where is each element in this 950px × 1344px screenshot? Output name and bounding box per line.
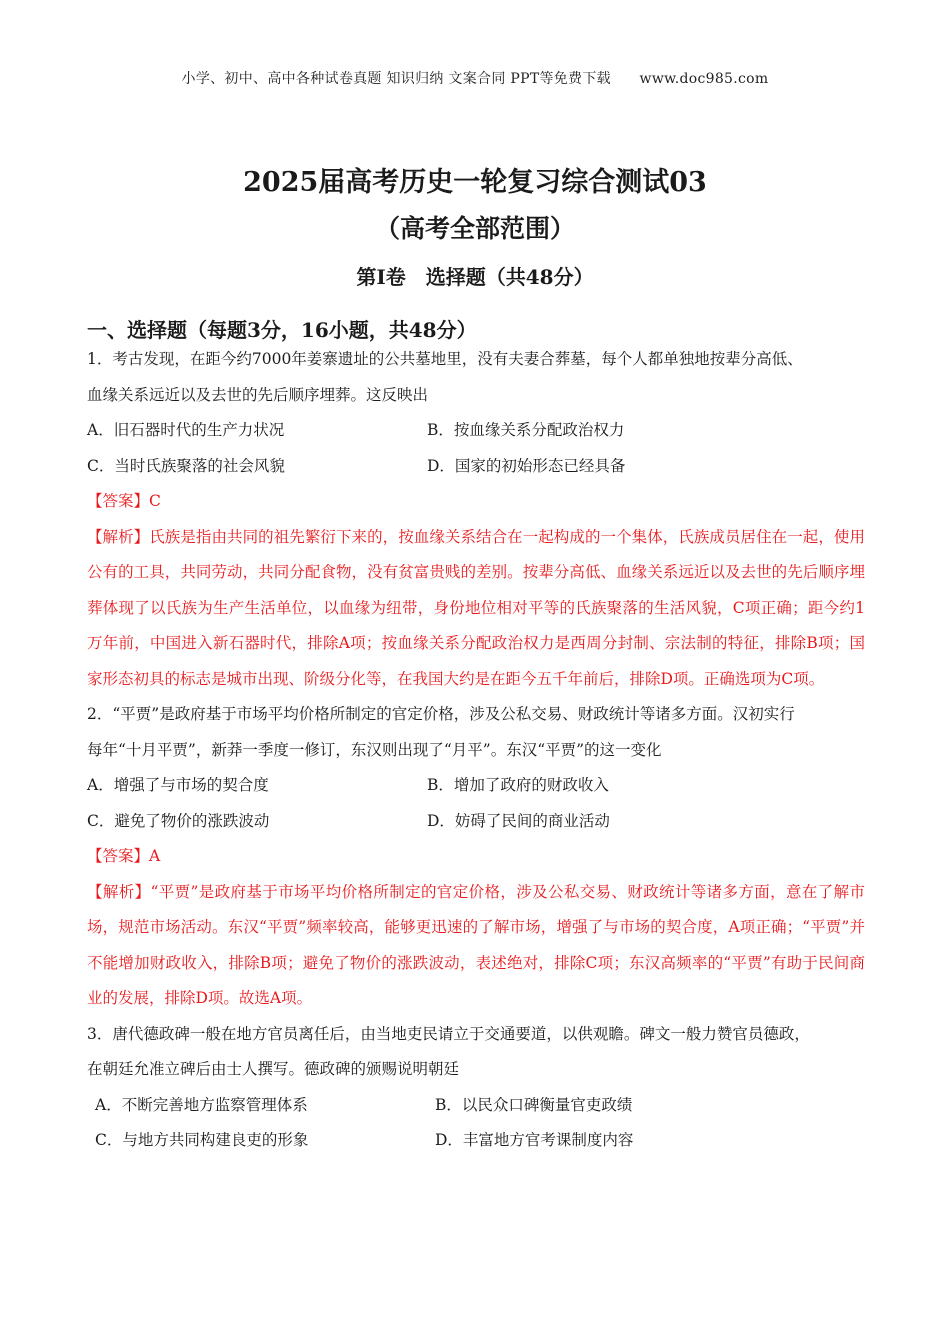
question-stem-line: 血缘关系远近以及去世的先后顺序埋葬。这反映出 (87, 385, 429, 404)
option-row (87, 804, 865, 840)
question-2 (87, 697, 865, 1017)
option-d: D．国家的初始形态已经具备 (427, 456, 626, 475)
analysis-text: “平贾”是政府基于市场平均价格所制定的官定价格，涉及公私交易、财政统计等诸多方面，意在了解市场，规范市场活动。东汉“平贾”频率较高，能够更迅速的了解市场，增强了与市场的契合度，A项正确；“平贾”并不能增加财政收入，排除B项；避免了物价的涨跌波动，表述绝对，排除C项；东汉高频率的“平贾”有助于民间商业的发展，排除D项。故选A项。 (87, 882, 865, 1007)
option-a: A．旧石器时代的生产力状况 (87, 421, 285, 439)
answer: 【答案】A (87, 847, 161, 865)
question-stem-line: 2．“平贾”是政府基于市场平均价格所制定的官定价格，涉及公私交易、财政统计等诸多方面。汉初实行 (87, 705, 795, 723)
analysis-label: 【解析】 (87, 527, 150, 546)
page-header: 小学、初中、高中各种试卷真题 知识归纳 文案合同 PPT等免费下载 www.doc985.com (181, 71, 769, 87)
question-stem-line: 每年“十月平贾”，新莽一季度一修订，东汉则出现了“月平”。东汉“平贾”的这一变化 (87, 740, 662, 759)
option-row (87, 1123, 865, 1159)
option-row (87, 449, 865, 485)
option-c: C．当时氏族聚落的社会风貌 (87, 456, 285, 475)
option-a: A．增强了与市场的契合度 (87, 776, 269, 794)
question-3 (87, 1017, 865, 1159)
option-b: B．按血缘关系分配政治权力 (427, 421, 625, 439)
question-1 (87, 342, 865, 697)
question-stem-line: 在朝廷允准立碑后由士人撰写。德政碑的颁赐说明朝廷 (87, 1060, 460, 1078)
option-d: D．丰富地方官考课制度内容 (435, 1131, 634, 1149)
option-a: A．不断完善地方监察管理体系 (95, 1095, 308, 1114)
option-c: C．避免了物价的涨跌波动 (87, 811, 270, 830)
question-list (87, 342, 865, 1159)
option-b: B．以民众口碑衡量官吏政绩 (435, 1095, 633, 1114)
option-row (87, 413, 865, 449)
section-heading: 一、选择题（每题3分，16小题，共48分） (87, 318, 477, 342)
analysis (87, 520, 865, 698)
option-row (87, 1088, 865, 1124)
analysis (87, 875, 865, 1017)
option-b: B．增加了政府的财政收入 (427, 776, 609, 794)
question-stem-line: 1．考古发现，在距今约7000年姜寨遗址的公共墓地里，没有夫妻合葬墓，每个人都单独地按辈分高低、 (87, 350, 803, 368)
option-row (87, 768, 865, 804)
analysis-text: 氏族是指由共同的祖先繁衍下来的，按血缘关系结合在一起构成的一个集体，氏族成员居住在一起，使用公有的工具，共同劳动，共同分配食物，没有贫富贵贱的差别。按辈分高低、血缘关系远近以及去世的先后顺序埋葬体现了以氏族为生产生活单位，以血缘为纽带，身份地位相对平等的氏族聚落的生活风貌，C项正确；距今约1万年前，中国进入新石器时代，排除A项；按血缘关系分配政治权力是西周分封制、宗法制的特征，排除B项；国家形态初具的标志是城市出现、阶级分化等，在我国大约是在距今五千年前后，排除D项。正确选项为C项。 (87, 527, 865, 688)
volume-heading: 第Ⅰ卷 选择题（共48分） (356, 265, 594, 289)
option-c: C．与地方共同构建良吏的形象 (95, 1131, 309, 1149)
option-d: D．妨碍了民间的商业活动 (427, 811, 610, 830)
document-subtitle: （高考全部范围） (374, 214, 575, 243)
document-title: 2025届高考历史一轮复习综合测试03 (243, 167, 707, 198)
answer: 【答案】C (87, 492, 161, 510)
question-stem-line: 3．唐代德政碑一般在地方官员离任后，由当地吏民请立于交通要道，以供观瞻。碑文一般力赞官员德政， (87, 1024, 810, 1043)
analysis-label: 【解析】 (87, 882, 151, 901)
